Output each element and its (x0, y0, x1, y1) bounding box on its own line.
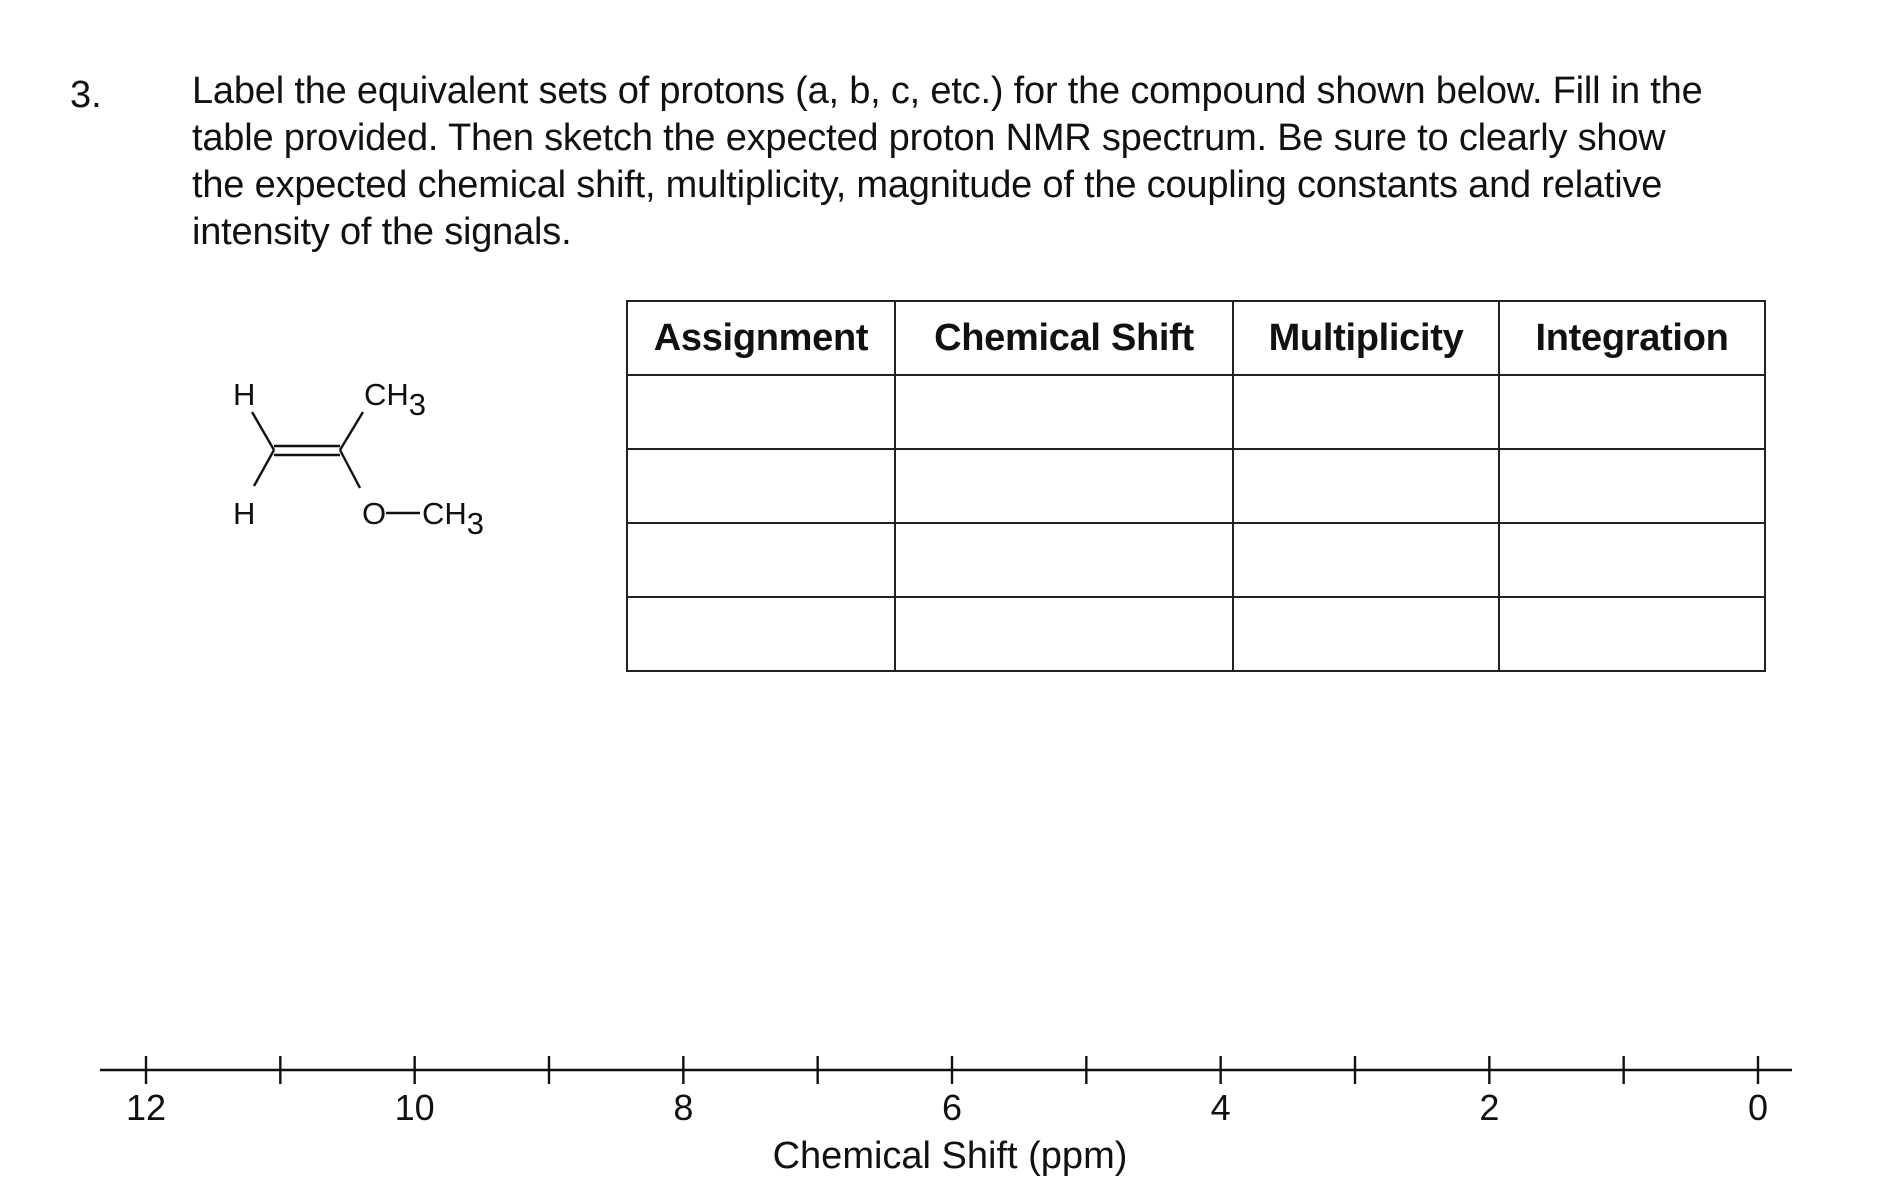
table-row (627, 449, 1765, 523)
methoxy-methyl-label: CH3 (422, 496, 485, 541)
cell-chemical-shift[interactable] (895, 449, 1233, 523)
table-row (627, 597, 1765, 671)
axis-tick-labels (126, 1087, 1768, 1128)
methyl-top-label: CH3 (364, 377, 427, 422)
bond-h-top (252, 412, 274, 450)
cell-integration[interactable] (1499, 375, 1765, 449)
question-text (192, 68, 1872, 256)
question-number: 3. (70, 74, 102, 116)
axis-title: Chemical Shift (ppm) (772, 1135, 1128, 1177)
bond-oxygen (340, 450, 360, 488)
cell-assignment[interactable] (627, 523, 895, 597)
axis-tick-label: 12 (125, 1087, 167, 1128)
chemical-shift-axis (0, 1040, 1894, 1198)
bond-h-bottom (254, 450, 274, 486)
header-assignment: Assignment (627, 301, 895, 375)
question-line-3: the expected chemical shift, multiplicity, magnitude of the coupling constants and relative (192, 164, 1663, 206)
cell-multiplicity[interactable] (1233, 375, 1499, 449)
cell-assignment[interactable] (627, 449, 895, 523)
axis-tick-label: 0 (1747, 1087, 1769, 1128)
axis-tick-label: 2 (1479, 1087, 1500, 1128)
cell-integration[interactable] (1499, 523, 1765, 597)
cell-chemical-shift[interactable] (895, 597, 1233, 671)
header-chemical-shift: Chemical Shift (895, 301, 1233, 375)
cell-chemical-shift[interactable] (895, 375, 1233, 449)
cell-multiplicity[interactable] (1233, 523, 1499, 597)
molecule-structure (200, 360, 540, 560)
table-row (627, 375, 1765, 449)
axis-tick-label: 4 (1210, 1087, 1231, 1128)
atom-h-bottom: H (233, 496, 256, 531)
cell-assignment[interactable] (627, 597, 895, 671)
cell-integration[interactable] (1499, 449, 1765, 523)
cell-chemical-shift[interactable] (895, 523, 1233, 597)
question-line-4: intensity of the signals. (192, 211, 572, 253)
nmr-data-table (626, 300, 1766, 672)
axis-tick-label: 8 (673, 1087, 694, 1128)
cell-multiplicity[interactable] (1233, 449, 1499, 523)
cell-assignment[interactable] (627, 375, 895, 449)
header-integration: Integration (1499, 301, 1765, 375)
header-multiplicity: Multiplicity (1233, 301, 1499, 375)
cell-multiplicity[interactable] (1233, 597, 1499, 671)
oxygen-label: O (362, 496, 387, 531)
atom-h-top: H (233, 377, 256, 412)
bond-methyl (340, 412, 363, 450)
table-header-row (627, 301, 1765, 375)
axis-tick-label: 10 (394, 1087, 435, 1128)
table-row (627, 523, 1765, 597)
question-line-1: Label the equivalent sets of protons (a, b, c, etc.) for the compound shown below. Fill in the (192, 70, 1703, 112)
question-line-2: table provided. Then sketch the expected proton NMR spectrum. Be sure to clearly show (192, 117, 1666, 159)
axis-tick-label: 6 (941, 1087, 963, 1128)
cell-integration[interactable] (1499, 597, 1765, 671)
